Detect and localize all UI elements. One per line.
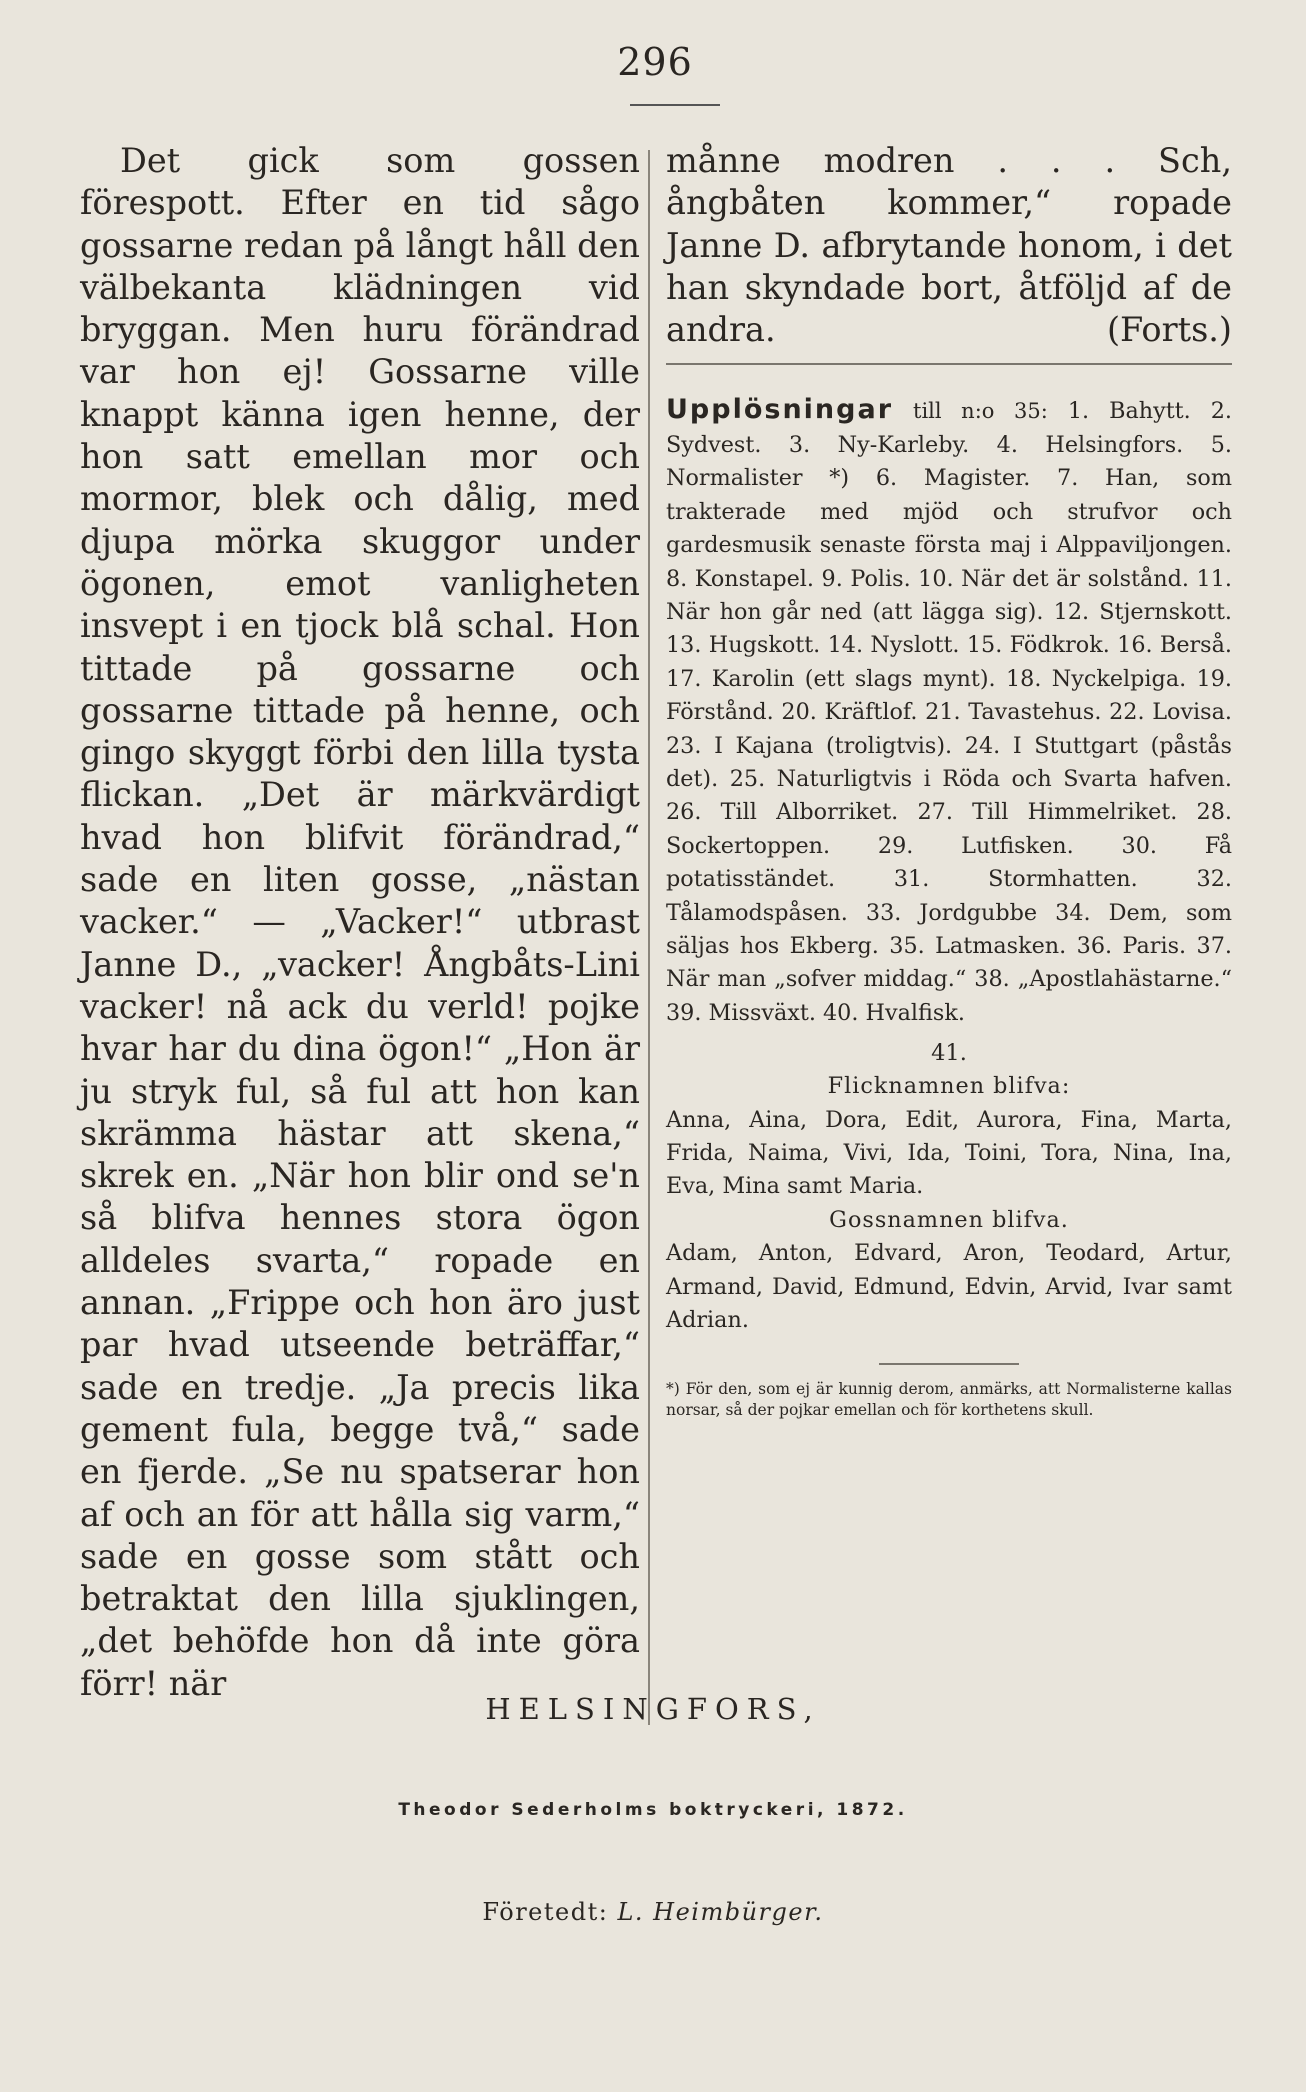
right-column bbox=[666, 140, 1232, 1420]
solutions-text: 1. Bahytt. 2. Sydvest. 3. Ny-Karleby. 4. Helsingfors. 5. Normalister *) 6. Magister. 7. Han, som trakterade med mjöd och strufvor och gardesmusik senaste första maj i Alppaviljongen. 8. Konstapel. 9. Polis. 10. När det är solstånd. 11. När hon går ned (att lägga sig). 12. Stjernskott. 13. Hugskott. 14. Nyslott. 15. Födkrok. 16. Berså. 17. Karolin (ett slags mynt). 18. Nyckelpiga. 19. Förstånd. 20. Kräftlof. 21. Tavastehus. 22. Lovisa. 23. I Kajana (troligtvis). 24. I Stuttgart (påstås det). 25. Naturligtvis i Röda och Svarta hafven. 26. Till Alborriket. 27. Till Himmelriket. 28. Sockertoppen. 29. Lutfisken. 30. Få potatisständet. 31. Stormhatten. 32. Tålamodspåsen. 33. Jordgubbe 34. Dem, som säljas hos Ekberg. 35. Latmasken. 36. Paris. 37. När man „sofver middag.“ 38. „Apostlahästarne.“ 39. Missväxt. 40. Hvalfisk. bbox=[666, 398, 1232, 1026]
to-be-continued: (Forts.) bbox=[1106, 310, 1232, 350]
solutions-heading: Upplösningar bbox=[666, 394, 894, 426]
header-rule bbox=[630, 104, 720, 106]
imprint-city: HELSINGFORS, bbox=[485, 1692, 821, 1726]
imprint-censor bbox=[0, 1898, 1306, 1926]
column-divider bbox=[648, 150, 650, 1725]
solution-41-number: 41. bbox=[931, 1040, 967, 1067]
section-divider bbox=[666, 363, 1232, 365]
censor-name: L. Heimbürger. bbox=[617, 1898, 824, 1926]
footnote: *) För den, som ej är kunnig derom, anmärks, att Normalisterne kallas norsar, så der pojkar emellan och för korthetens skull. bbox=[666, 1380, 1232, 1419]
story-end-text: månne modren . . . Sch, ångbåten kommer,“ ropade Janne D. afbrytande honom, i det han skyndade bort, åtföljd af de andra. bbox=[666, 141, 1232, 350]
boys-names: Adam, Anton, Edvard, Aron, Teodard, Artur, Armand, David, Edmund, Edvin, Arvid, Ivar samt Adrian. bbox=[666, 1240, 1232, 1334]
solutions-block bbox=[666, 393, 1232, 1030]
girls-names: Anna, Aina, Dora, Edit, Aurora, Fina, Marta, Frida, Naima, Vivi, Ida, Toini, Tora, Nina, Ina, Eva, Mina samt Maria. bbox=[666, 1106, 1232, 1200]
story-paragraph: Det gick som gossen förespott. Efter en tid sågo gossarne redan på långt håll den välbekanta klädningen vid bryggan. Men huru förändrad var hon ej! Gossarne ville knappt känna igen henne, der hon satt emellan mor och mormor, blek och dålig, med djupa mörka skuggor under ögonen, emot vanligheten insvept i en tjock blå schal. Hon tittade på gossarne och gossarne tittade på henne, och gingo skyggt förbi den lilla tysta flickan. „Det är märkvärdigt hvad hon blifvit förändrad,“ sade en liten gosse, „nästan vacker.“ — „Vacker!“ utbrast Janne D., „vacker! Ångbåts-Lini vacker! nå ack du verld! pojke hvar har du dina ögon!“ „Hon är ju stryk ful, så ful att hon kan skrämma hästar att skena,“ skrek en. „När hon blir ond se'n så blifva hennes stora ögon alldeles svarta,“ ropade en annan. „Frippe och hon äro just par hvad utseende beträffar,“ sade en tredje. „Ja precis lika gement fula, begge två,“ sade en fjerde. „Se nu spatserar hon af och an för att hålla sig varm,“ sade en gosse som stått och betraktat den lilla sjuklingen, „det behöfde hon då inte göra förr! när bbox=[80, 141, 640, 1703]
boys-names-heading: Gossnamnen blifva. bbox=[829, 1206, 1069, 1233]
story-continuation bbox=[666, 140, 1232, 351]
footnote-rule bbox=[879, 1363, 1019, 1365]
imprint-printer: Theodor Sederholms boktryckeri, 1872. bbox=[398, 1800, 908, 1820]
page-number: 296 bbox=[617, 40, 693, 84]
censor-label: Företedt: bbox=[482, 1898, 609, 1926]
solutions-heading-tail: till n:o 35: bbox=[913, 399, 1048, 424]
story-left-column bbox=[80, 140, 640, 1705]
girls-names-heading: Flicknamnen blifva: bbox=[827, 1073, 1071, 1100]
